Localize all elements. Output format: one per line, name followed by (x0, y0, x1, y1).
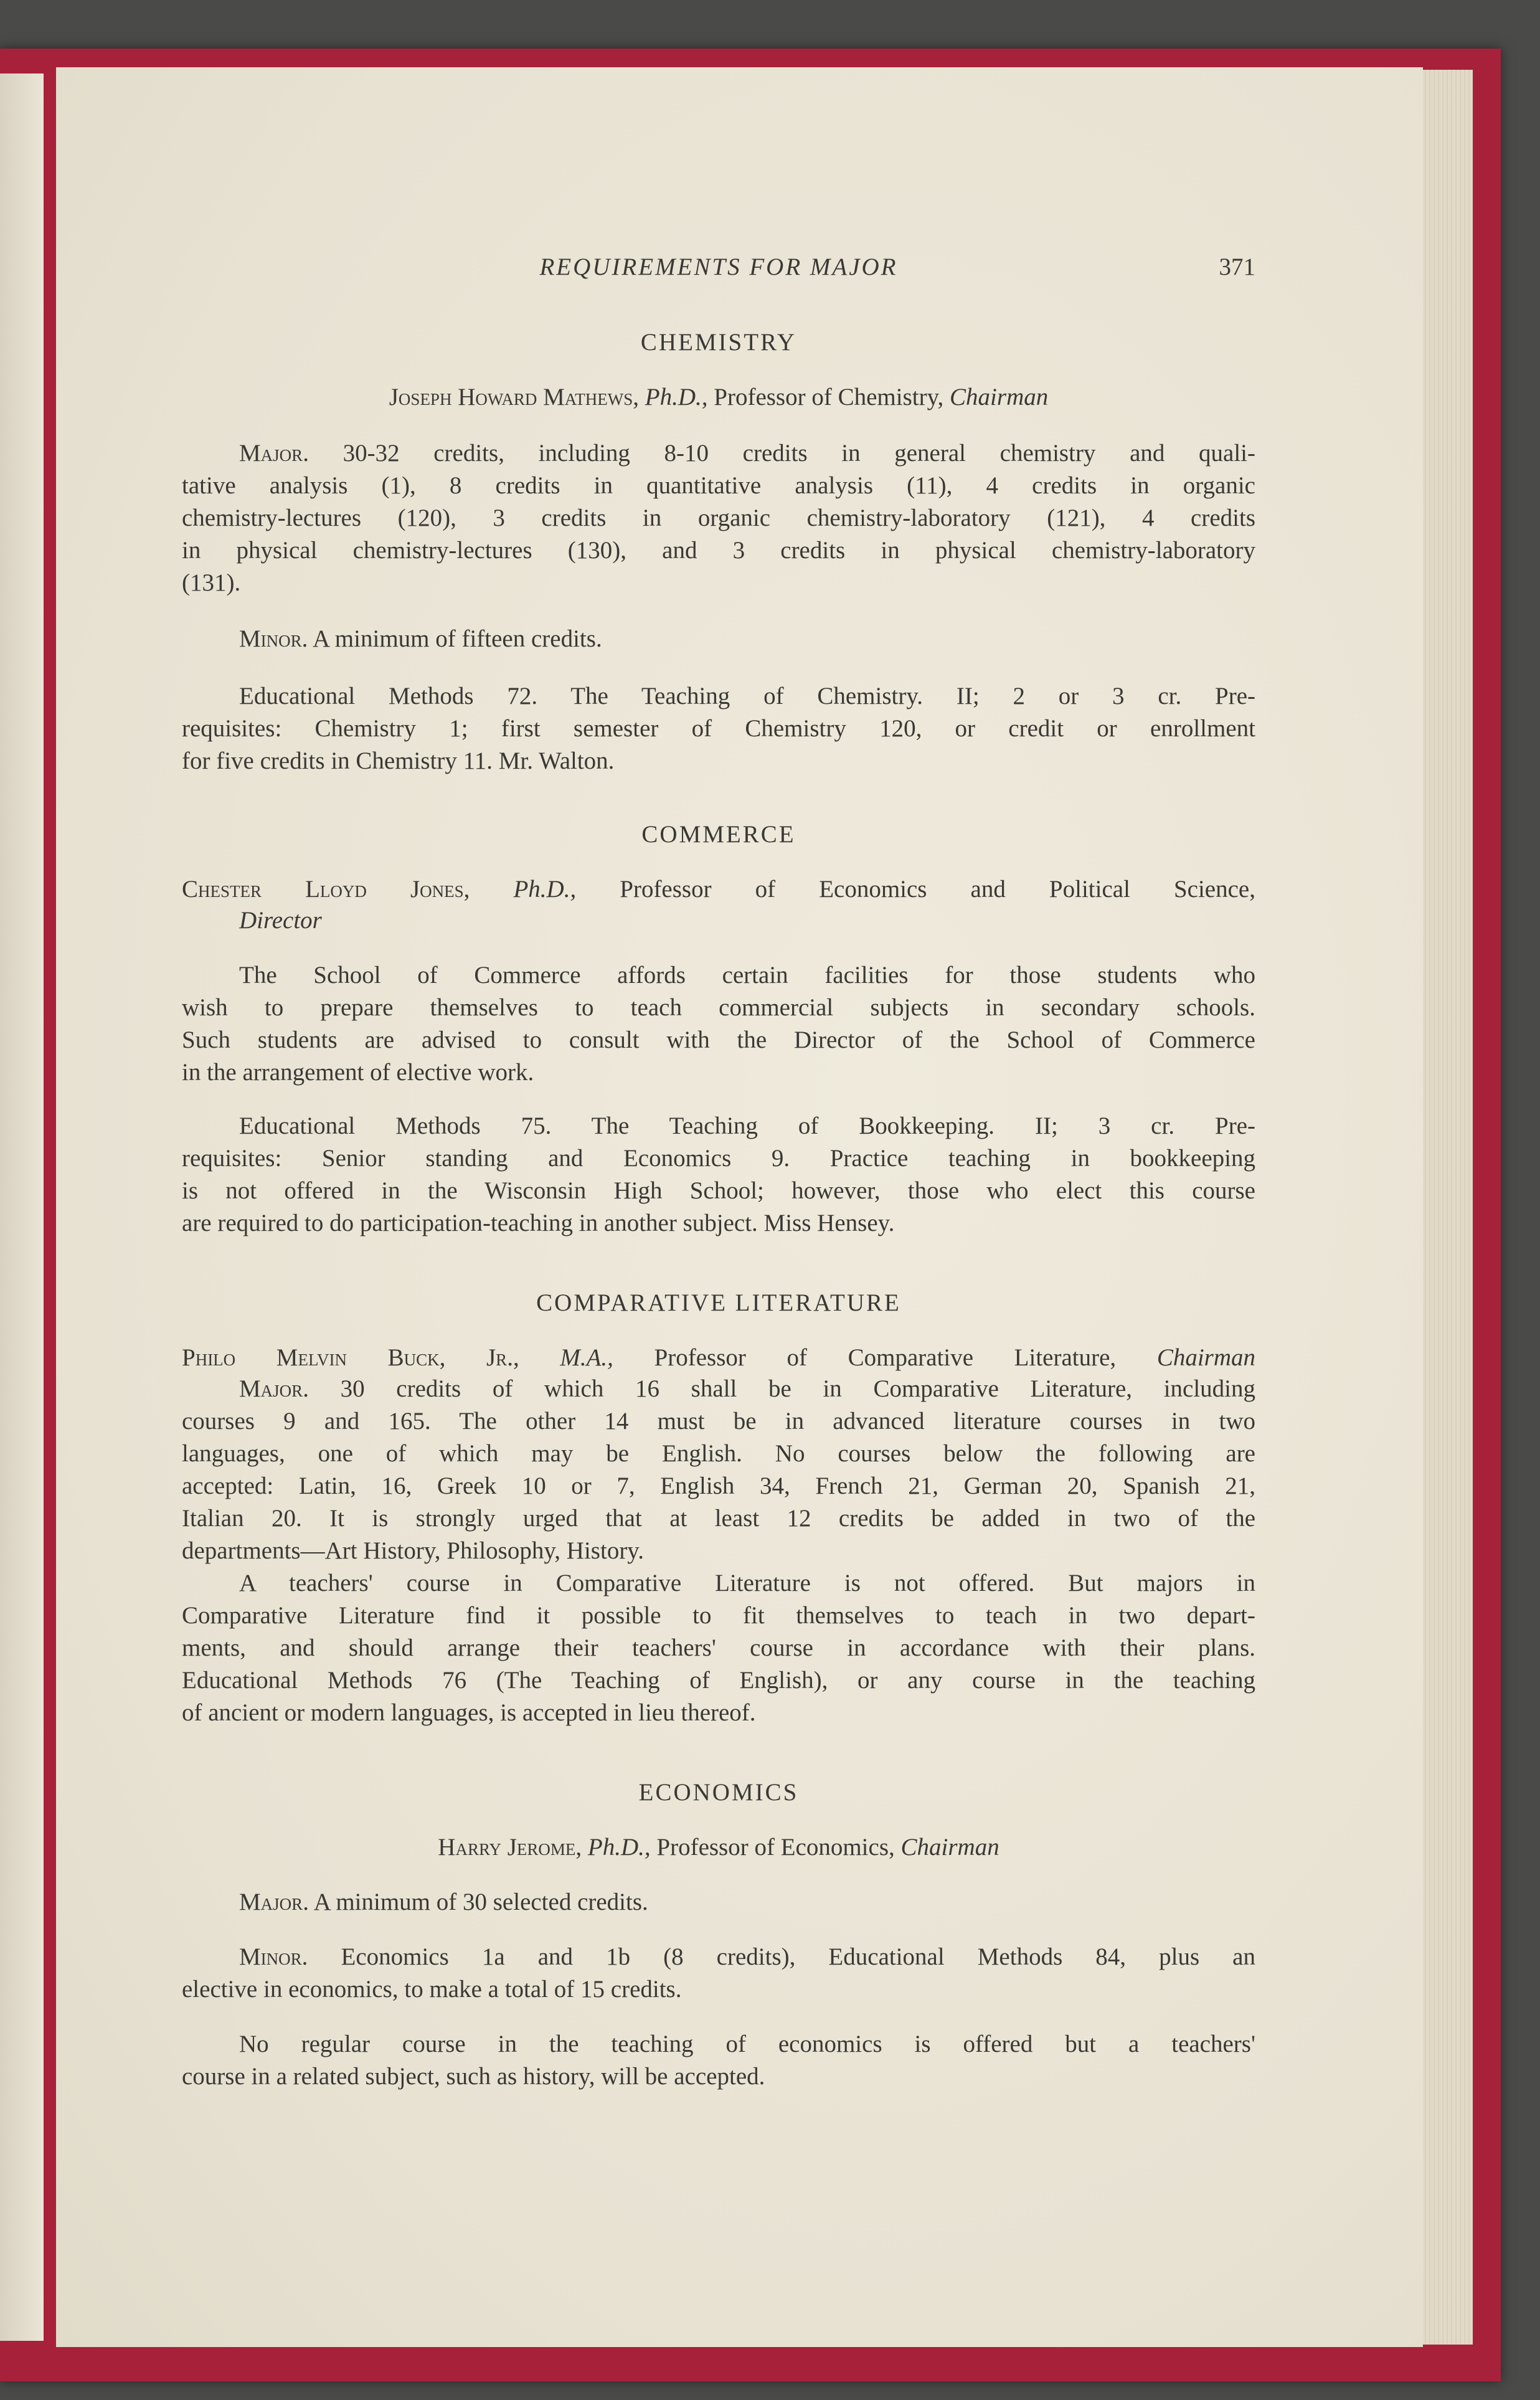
minor-label: Minor. (239, 1943, 308, 1970)
chemistry-minor: Minor. A minimum of fifteen credits. (239, 625, 602, 652)
chemistry-major-line-4: in physical chemistry-lectures (130), and 3 credits in physical chemistry-laboratory (182, 537, 1255, 564)
major-label: Major. (239, 1375, 309, 1402)
chair-role: Chairman (900, 1834, 999, 1861)
complit-teachers-line-3: ments, and should arrange their teachers' course in accordance with their plans. (182, 1634, 1255, 1661)
economics-major: Major. A minimum of 30 selected credits. (239, 1889, 648, 1915)
chemistry-major-line-5: (131). (182, 569, 241, 596)
complit-teachers-line-1: A teachers' course in Comparative Literature is not offered. But majors in (239, 1570, 1255, 1596)
chair-title: Professor of Chemistry, (714, 384, 944, 410)
economics-minor-line-1: Minor. Economics 1a and 1b (8 credits), Educational Methods 84, plus an (239, 1943, 1255, 1970)
commerce-methods-line-2: requisites: Senior standing and Economics 9. Practice teaching in bookkeeping (182, 1145, 1255, 1172)
minor-label: Minor. (239, 625, 308, 652)
major-label: Major. (239, 440, 309, 467)
economics-chair-line (182, 1831, 1255, 1864)
section-heading-chemistry: CHEMISTRY (640, 329, 797, 356)
complit-major-line-3: languages, one of which may be English. No courses below the following are (182, 1440, 1255, 1467)
chemistry-methods-line-1: Educational Methods 72. The Teaching of Chemistry. II; 2 or 3 cr. Pre- (239, 683, 1255, 709)
chair-degree: M.A., (560, 1344, 613, 1371)
director-title: Professor of Economics and Political Science, (620, 876, 1255, 903)
chemistry-major-line-1: Major. 30-32 credits, including 8-10 credits in general chemistry and quali- (239, 440, 1255, 467)
commerce-director-line (182, 873, 1255, 906)
chair-degree: Ph.D., (587, 1834, 651, 1861)
page-header (182, 253, 1255, 285)
commerce-methods-line-1: Educational Methods 75. The Teaching of Bookkeeping. II; 3 cr. Pre- (239, 1112, 1255, 1139)
major-label: Major. (239, 1889, 309, 1915)
commerce-body-line-2: wish to prepare themselves to teach commercial subjects in secondary schools. (182, 994, 1255, 1021)
chair-role: Chairman (1156, 1344, 1256, 1371)
complit-major-line-5: Italian 20. It is strongly urged that at least 12 credits be added in two of the (182, 1505, 1255, 1532)
previous-page-edge (0, 74, 44, 2341)
complit-chair-line (182, 1342, 1255, 1374)
chair-name: Joseph Howard Mathews, (389, 384, 640, 410)
chair-degree: Ph.D., (645, 384, 708, 410)
commerce-methods-line-4: are required to do participation-teaching in another subject. Miss Hensey. (182, 1210, 895, 1236)
complit-major-line-6: departments—Art History, Philosophy, History. (182, 1537, 645, 1564)
director-degree: Ph.D., (513, 876, 577, 903)
chemistry-major-line-3: chemistry-lectures (120), 3 credits in organic chemistry-laboratory (121), 4 credits (182, 505, 1255, 531)
complit-major-line-4: accepted: Latin, 16, Greek 10 or 7, English 34, French 21, German 20, Spanish 21, (182, 1473, 1255, 1499)
complit-major-line-2: courses 9 and 165. The other 14 must be in advanced literature courses in two (182, 1408, 1255, 1435)
chemistry-chair-line (182, 381, 1255, 414)
page-number: 371 (1219, 254, 1255, 280)
director-role: Director (239, 907, 322, 934)
commerce-methods-line-3: is not offered in the Wisconsin High School; however, those who elect this course (182, 1177, 1255, 1204)
chair-title: Professor of Economics, (656, 1834, 895, 1861)
complit-teachers-line-2: Comparative Literature find it possible to fit themselves to teach in two depart- (182, 1602, 1255, 1629)
section-heading-comparative-literature: COMPARATIVE LITERATURE (536, 1289, 901, 1316)
complit-teachers-line-4: Educational Methods 76 (The Teaching of English), or any course in the teaching (182, 1667, 1255, 1694)
complit-teachers-line-5: of ancient or modern languages, is accepted in lieu thereof. (182, 1699, 756, 1726)
economics-note-line-2: course in a related subject, such as history, will be accepted. (182, 2063, 765, 2090)
chemistry-methods-line-3: for five credits in Chemistry 11. Mr. Walton. (182, 747, 615, 774)
chemistry-methods-line-2: requisites: Chemistry 1; first semester of Chemistry 120, or credit or enrollment (182, 715, 1255, 742)
chemistry-major-line-2: tative analysis (1), 8 credits in quantitative analysis (11), 4 credits in organic (182, 472, 1255, 499)
running-head: REQUIREMENTS FOR MAJOR (539, 254, 898, 280)
commerce-body-line-3: Such students are advised to consult with the Director of the School of Commerce (182, 1027, 1255, 1053)
complit-major-line-1: Major. 30 credits of which 16 shall be in Comparative Literature, including (239, 1375, 1256, 1402)
commerce-body-line-1: The School of Commerce affords certain facilities for those students who (239, 962, 1255, 989)
chair-name: Philo Melvin Buck, Jr., (182, 1344, 519, 1371)
commerce-body-line-4: in the arrangement of elective work. (182, 1059, 534, 1086)
chair-role: Chairman (950, 384, 1049, 410)
economics-minor-line-2: elective in economics, to make a total of 15 credits. (182, 1976, 682, 2003)
director-name: Chester Lloyd Jones, (182, 876, 470, 903)
chair-title: Professor of Comparative Literature, (654, 1344, 1117, 1371)
chair-name: Harry Jerome, (438, 1834, 582, 1861)
section-heading-economics: ECONOMICS (638, 1779, 799, 1806)
section-heading-commerce: COMMERCE (641, 821, 796, 848)
economics-note-line-1: No regular course in the teaching of economics is offered but a teachers' (239, 2031, 1255, 2057)
